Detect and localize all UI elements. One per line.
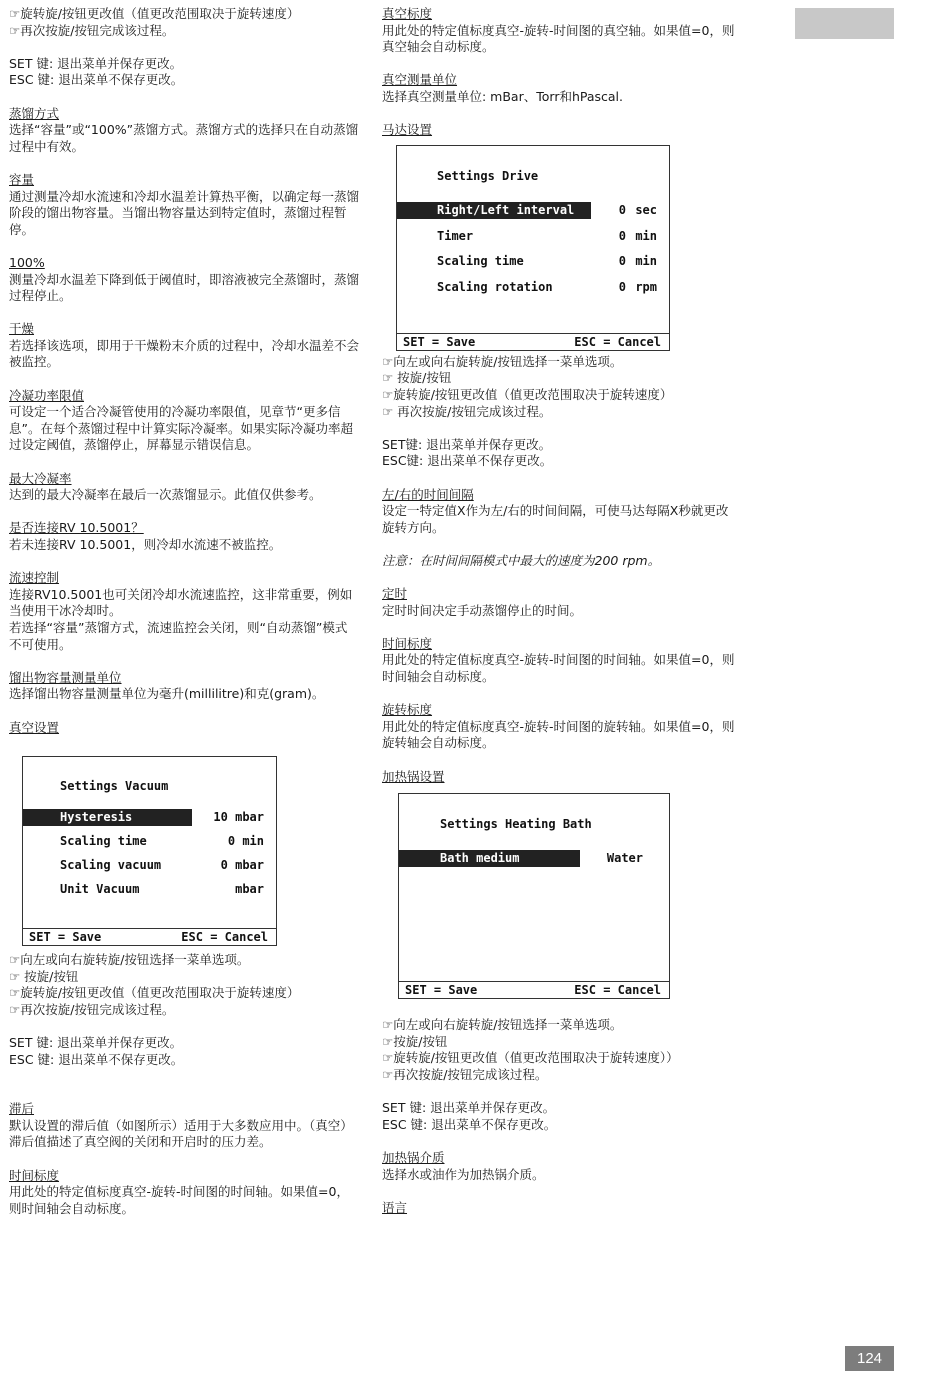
instruction-line: ☞ 按旋/按钮 [9, 968, 79, 984]
row-label: Bath medium [440, 851, 520, 866]
row-unit: sec [635, 202, 657, 217]
set-save-label: SET = Save [403, 334, 476, 349]
drive-settings-screen [396, 145, 670, 351]
instruction-line: ☞ 按旋/按钮 [382, 370, 452, 386]
esc-key-note: ESC 键: 退出菜单不保存更改。 [382, 1116, 557, 1132]
instruction-line: ☞再次按旋/按钮完成该过程。 [9, 1001, 175, 1017]
row-value: 0 [618, 279, 626, 294]
row-value: 0 [618, 253, 626, 268]
row-label: Scaling rotation [437, 279, 553, 294]
section-body: 若选择“容量”蒸馏方式，流速监控会关闭，则“自动蒸馏”模式不可使用。 [9, 619, 348, 652]
row-value: 0 [618, 228, 626, 243]
menu-row-hysteresis[interactable] [23, 809, 276, 826]
esc-key-note: ESC 键: 退出菜单不保存更改。 [9, 72, 184, 88]
page-number: 124 [845, 1346, 894, 1371]
instruction-line: ☞再次按旋/按钮完成该过程。 [382, 1066, 548, 1082]
section-heading: 是否连接RV 10.5001？ [9, 520, 144, 536]
section-heading: 最大冷凝率 [9, 470, 72, 486]
section-body: 达到的最大冷凝率在最后一次蒸馏显示。此值仅供参考。 [9, 487, 322, 503]
section-body: 通过测量冷却水流速和冷却水温差计算热平衡，以确定每一蒸馏阶段的馏出物容量。当馏出物容量达到特定值时，蒸馏过程暂停。 [9, 188, 360, 237]
menu-row-scaling-time[interactable] [397, 253, 669, 270]
section-body: 选择馏出物容量测量单位为毫升(millilitre)和克(gram)。 [9, 686, 325, 702]
section-heading: 时间标度 [9, 1167, 60, 1183]
section-body: 设定一特定值X作为左/右的时间间隔，可使马达每隔X秒就更改旋转方向。 [382, 503, 729, 535]
section-heading: 真空标度 [382, 6, 433, 21]
row-label: Unit Vacuum [60, 882, 140, 897]
section-body: 用此处的特定值标度真空-旋转-时间图的真空轴。如果值=0，则真空轴会自动标度。 [382, 22, 735, 55]
instruction-line: ☞向左或向右旋转旋/按钮选择一菜单选项。 [382, 1017, 623, 1033]
instruction-line: ☞旋转旋/按钮更改值（值更改范围取决于旋转速度） [9, 6, 300, 21]
section-heading: 真空测量单位 [382, 72, 458, 88]
section-heading: 旋转标度 [382, 702, 433, 718]
left-column [9, 6, 359, 1217]
note-text: 注意：在时间间隔模式中最大的速度为200 rpm。 [382, 552, 661, 568]
section-heading: 蒸馏方式 [9, 105, 60, 121]
set-save-label: SET = Save [405, 983, 478, 998]
row-label: Right/Left interval [437, 202, 575, 217]
section-heading: 冷凝功率限值 [9, 387, 85, 403]
row-unit: min [635, 253, 657, 268]
menu-row-timer[interactable] [397, 228, 669, 245]
vacuum-settings-screen [22, 756, 277, 946]
screen-title: Settings Vacuum [60, 779, 169, 794]
set-key-note: SET 键: 退出菜单并保存更改。 [382, 1100, 556, 1116]
heating-bath-settings-screen [398, 793, 670, 999]
set-key-note: SET 键: 退出菜单并保存更改。 [9, 1035, 183, 1051]
section-heading: 加热锅介质 [382, 1149, 445, 1165]
row-label: Scaling time [60, 834, 147, 849]
section-heading: 左/右的时间间隔 [382, 486, 474, 502]
row-label: Scaling vacuum [60, 858, 162, 873]
section-heading: 流速控制 [9, 570, 60, 586]
menu-row-scaling-time[interactable] [23, 833, 276, 850]
screen-footer [397, 333, 669, 350]
row-unit: min [635, 228, 657, 243]
row-value: mbar [235, 882, 264, 897]
section-heading: 馏出物容量测量单位 [9, 669, 122, 685]
esc-key-note: ESC 键: 退出菜单不保存更改。 [9, 1051, 184, 1067]
esc-cancel-label: ESC = Cancel [574, 983, 661, 998]
instruction-line: ☞旋转旋/按钮更改值（值更改范围取决于旋转速度） [382, 386, 673, 402]
section-body: 用此处的特定值标度真空-旋转-时间图的时间轴。如果值=0，则时间轴会自动标度。 [382, 652, 735, 685]
screen-footer [23, 928, 276, 945]
row-label: Hysteresis [60, 810, 133, 825]
section-body: 选择“容量”或“100%”蒸馏方式。蒸馏方式的选择只在自动蒸馏过程中有效。 [9, 122, 359, 154]
section-body: 用此处的特定值标度真空-旋转-时间图的时间轴。如果值=0，则时间轴会自动标度。 [9, 1184, 349, 1216]
section-heading: 语言 [382, 1199, 408, 1215]
section-body: 可设定一个适合冷凝管使用的冷凝功率限值，见章节“更多信息”。在每个蒸馏过程中计算实际冷凝率。如果实际冷凝功率超过设定阈值，蒸馏停止，屏幕显示错误信息。 [9, 404, 353, 453]
header-tab-block [795, 8, 894, 39]
section-heading: 100% [9, 254, 45, 270]
section-heading: 真空设置 [9, 719, 60, 735]
screen-footer [399, 981, 669, 998]
screen-title: Settings Drive [437, 168, 539, 183]
esc-cancel-label: ESC = Cancel [181, 930, 268, 945]
instruction-line: ☞向左或向右旋转旋/按钮选择一菜单选项。 [382, 353, 623, 369]
section-heading: 干燥 [9, 321, 35, 337]
instruction-line: ☞旋转旋/按钮更改值（值更改范围取决于旋转速度） [9, 985, 300, 1001]
menu-row-unit-vacuum[interactable] [23, 881, 276, 898]
screen-title: Settings Heating Bath [440, 817, 592, 832]
row-label: Timer [437, 228, 474, 243]
set-key-note: SET 键: 退出菜单并保存更改。 [9, 55, 183, 71]
section-body: 连接RV10.5001也可关闭冷却水流速监控，这非常重要，例如当使用干冰冷却时。 [9, 586, 353, 619]
set-save-label: SET = Save [29, 930, 102, 945]
section-body: 若选择该选项，即用于干燥粉末介质的过程中，冷却水温差不会被监控。 [9, 337, 360, 370]
section-body: 定时时间决定手动蒸馏停止的时间。 [382, 602, 583, 618]
section-body: 选择水或油作为加热锅介质。 [382, 1166, 545, 1182]
row-value: 0 min [227, 834, 264, 849]
instruction-line: ☞再次按旋/按钮完成该过程。 [9, 22, 175, 38]
section-heading: 滞后 [9, 1101, 35, 1117]
section-heading: 时间标度 [382, 635, 433, 651]
row-value: 10 mbar [213, 810, 264, 825]
section-body: 若未连接RV 10.5001，则冷却水流速不被监控。 [9, 537, 282, 552]
row-value: 0 mbar [220, 858, 264, 873]
menu-row-bath-medium[interactable] [399, 850, 669, 867]
instruction-line: ☞ 再次按旋/按钮完成该过程。 [382, 403, 552, 419]
section-body: 用此处的特定值标度真空-旋转-时间图的旋转轴。如果值=0，则旋转轴会自动标度。 [382, 718, 735, 751]
esc-key-note: ESC键: 退出菜单不保存更改。 [382, 453, 553, 469]
set-key-note: SET键: 退出菜单并保存更改。 [382, 436, 552, 452]
instruction-line: ☞向左或向右旋转旋/按钮选择一菜单选项。 [9, 952, 250, 968]
section-heading: 马达设置 [382, 122, 433, 138]
section-body: 默认设置的滞后值（如图所示）适用于大多数应用中。（真空）滞后值描述了真空阀的关闭和开启时的压力差。 [9, 1117, 353, 1150]
row-unit: rpm [635, 279, 657, 294]
section-body: 测量冷却水温差下降到低于阈值时，即溶液被完全蒸馏时，蒸馏过程停止。 [9, 271, 360, 304]
right-column [382, 6, 737, 1216]
instruction-line: ☞按旋/按钮 [382, 1033, 448, 1049]
section-heading: 定时 [382, 586, 408, 602]
row-value: 0 [618, 202, 626, 217]
instruction-line: ☞旋转旋/按钮更改值（值更改范围取决于旋转速度）） [382, 1050, 679, 1066]
esc-cancel-label: ESC = Cancel [574, 334, 661, 349]
menu-row-scaling-vacuum[interactable] [23, 857, 276, 874]
row-label: Scaling time [437, 253, 524, 268]
menu-row-right-left-interval[interactable] [397, 202, 669, 219]
row-value: Water [606, 851, 643, 866]
section-body: 选择真空测量单位: mBar、Torr和hPascal. [382, 88, 624, 104]
menu-row-scaling-rotation[interactable] [397, 279, 669, 296]
section-heading: 加热锅设置 [382, 768, 445, 784]
section-heading: 容量 [9, 171, 35, 187]
